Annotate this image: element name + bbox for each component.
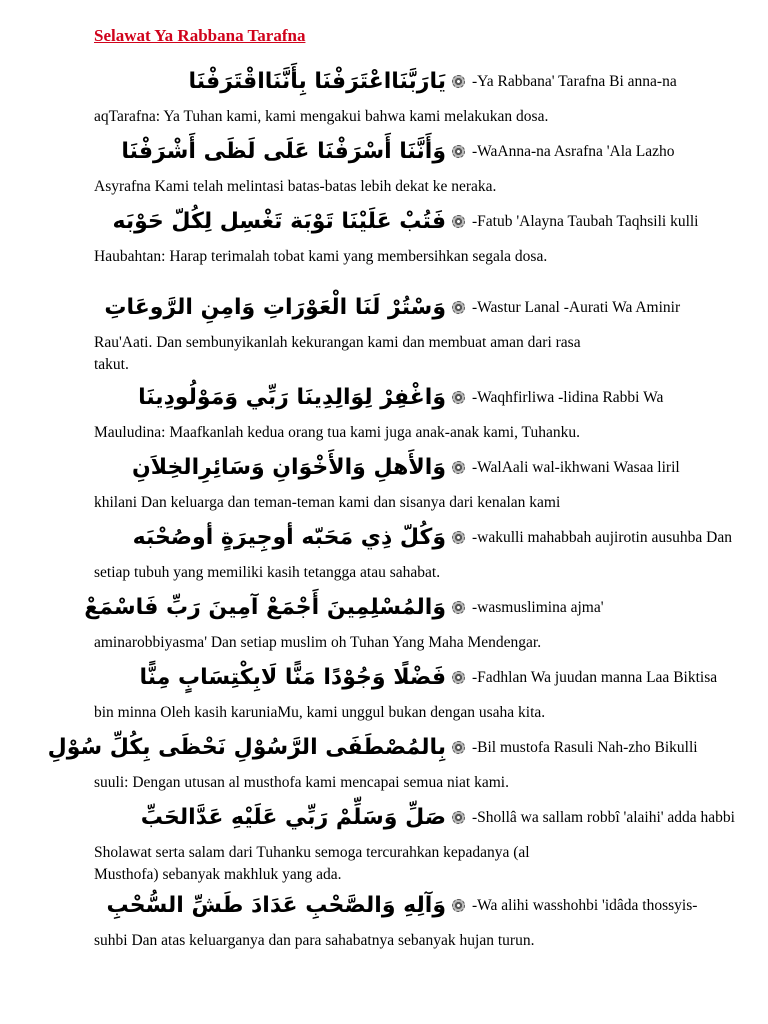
verse-meaning: Asyrafna Kami telah melintasi batas-batas lebih dekat ke neraka. bbox=[94, 178, 497, 195]
verse-meaning: khilani Dan keluarga dan teman-teman kami dan sisanya dari kenalan kami bbox=[94, 494, 561, 511]
flower-ornament-icon bbox=[452, 145, 465, 158]
verse-arabic: بِالمُصْطَفَى الرَّسُوْلِ نَحْظَى بِكُلِّ سُوْلِ bbox=[47, 735, 446, 760]
verse-transliteration: -Bil mustofa Rasuli Nah-zho Bikulli bbox=[472, 739, 698, 756]
verse-meaning: suuli: Dengan utusan al musthofa kami mencapai semua niat kami. bbox=[94, 774, 509, 791]
flower-ornament-icon bbox=[452, 811, 465, 824]
verse-arabic: وَسْتُرْ لَنَا الْعَوْرَاتِ وَامِنِ الرَّوعَاتِ bbox=[104, 295, 446, 320]
verse-arabic: وَكُلّ ذِي مَحَبّه أوجِيرَةٍ أوصُحْبَه bbox=[132, 525, 446, 550]
verse-10 bbox=[47, 728, 698, 794]
flower-ornament-icon bbox=[452, 75, 465, 88]
verse-arabic: صَلِّ وَسَلِّمْ رَبِّي عَلَيْهِ عَدَّالحَبِّ bbox=[140, 805, 446, 830]
verse-meaning: aminarobbiyasma' Dan setiap muslim oh Tuhan Yang Maha Mendengar. bbox=[94, 634, 542, 651]
verse-meaning: setiap tubuh yang memiliki kasih tetangga atau sahabat. bbox=[94, 564, 441, 581]
flower-ornament-icon bbox=[452, 899, 465, 912]
verse-arabic: وَأَنَّنَا أَسْرَفْنَا عَلَى لَظَى أَشْرَفْنَا bbox=[121, 139, 446, 164]
verse-9 bbox=[94, 658, 718, 724]
flower-ornament-icon bbox=[452, 531, 465, 544]
verse-1 bbox=[94, 62, 694, 128]
verse-arabic: وَالمُسْلِمِينَ أَجْمَعْ آمِينَ رَبِّ فَاسْمَعْ bbox=[84, 595, 446, 620]
verse-meaning: Rau'Aati. Dan sembunyikanlah kekurangan kami dan membuat aman dari rasa takut. bbox=[94, 334, 581, 373]
verse-transliteration: -wakulli mahabbah aujirotin ausuhba Dan bbox=[472, 529, 732, 546]
verse-2 bbox=[94, 132, 694, 198]
verse-4 bbox=[94, 288, 694, 376]
flower-ornament-icon bbox=[452, 391, 465, 404]
verse-meaning: Mauludina: Maafkanlah kedua orang tua kami juga anak-anak kami, Tuhanku. bbox=[94, 424, 580, 441]
flower-ornament-icon bbox=[452, 301, 465, 314]
document-title: Selawat Ya Rabbana Tarafna bbox=[94, 26, 306, 45]
verse-arabic: يَارَبَّنَااعْتَرَفْنَا بِأَنَّنَااقْتَرَفْنَا bbox=[188, 69, 446, 94]
flower-ornament-icon bbox=[452, 215, 465, 228]
verse-transliteration: -wasmuslimina ajma' bbox=[472, 599, 604, 616]
verse-12 bbox=[94, 886, 698, 952]
verse-arabic: فَتُبْ عَلَيْنَا تَوْبَة تَغْسِل لِكُلّ حَوْبَه bbox=[112, 209, 446, 234]
verse-transliteration: -Fadhlan Wa juudan manna Laa Biktisa bbox=[472, 669, 718, 686]
verse-meaning: Haubahtan: Harap terimalah tobat kami yang membersihkan segala dosa. bbox=[94, 248, 548, 265]
verse-transliteration: -Ya Rabbana' Tarafna Bi anna-na bbox=[472, 73, 677, 90]
verse-arabic: فَضْلًا وَجُوْدًا مَنًّا لَابِكْتِسَابٍ مِنًّا bbox=[139, 665, 446, 690]
verse-meaning: Sholawat serta salam dari Tuhanku semoga tercurahkan kepadanya (al Musthofa) sebanyak makhluk yang ada. bbox=[94, 844, 530, 883]
flower-ornament-icon bbox=[452, 671, 465, 684]
verse-6 bbox=[94, 448, 694, 514]
verse-meaning: aqTarafna: Ya Tuhan kami, kami mengakui bahwa kami melakukan dosa. bbox=[94, 108, 549, 125]
verse-5 bbox=[94, 378, 694, 444]
verse-3 bbox=[94, 202, 699, 268]
verse-transliteration: -WaAnna-na Asrafna 'Ala Lazho bbox=[472, 143, 675, 160]
verse-transliteration: -Wastur Lanal -Aurati Wa Aminir bbox=[472, 299, 681, 316]
verse-arabic: وَالأَهلِ وَالأَخْوَانِ وَسَائِرِالخِلاَنِ bbox=[131, 455, 446, 480]
flower-ornament-icon bbox=[452, 601, 465, 614]
verse-meaning: bin minna Oleh kasih karuniaMu, kami unggul bukan dengan usaha kita. bbox=[94, 704, 546, 721]
verse-transliteration: -Wa alihi wasshohbi 'idâda thossyis- bbox=[472, 897, 698, 914]
verse-arabic: وَاغْفِرْ لِوَالِدِينَا رَبِّي وَمَوْلُودِينَا bbox=[138, 385, 446, 410]
verse-7 bbox=[94, 518, 732, 584]
verse-transliteration: -Shollâ wa sallam robbî 'alaihi' adda habbi bbox=[472, 809, 735, 826]
verse-11 bbox=[94, 798, 735, 886]
verse-transliteration: -WalAali wal-ikhwani Wasaa liril bbox=[472, 459, 680, 476]
verse-arabic: وَآلِهِ وَالصَّحْبِ عَدَادَ طَشِّ السُّحْبِ bbox=[106, 893, 446, 918]
verse-meaning: suhbi Dan atas keluarganya dan para sahabatnya sebanyak hujan turun. bbox=[94, 932, 535, 949]
verse-transliteration: -Fatub 'Alayna Taubah Taqhsili kulli bbox=[472, 213, 699, 230]
flower-ornament-icon bbox=[452, 461, 465, 474]
flower-ornament-icon bbox=[452, 741, 465, 754]
verse-transliteration: -Waqhfirliwa -lidina Rabbi Wa bbox=[472, 389, 664, 406]
verse-8 bbox=[84, 588, 694, 654]
